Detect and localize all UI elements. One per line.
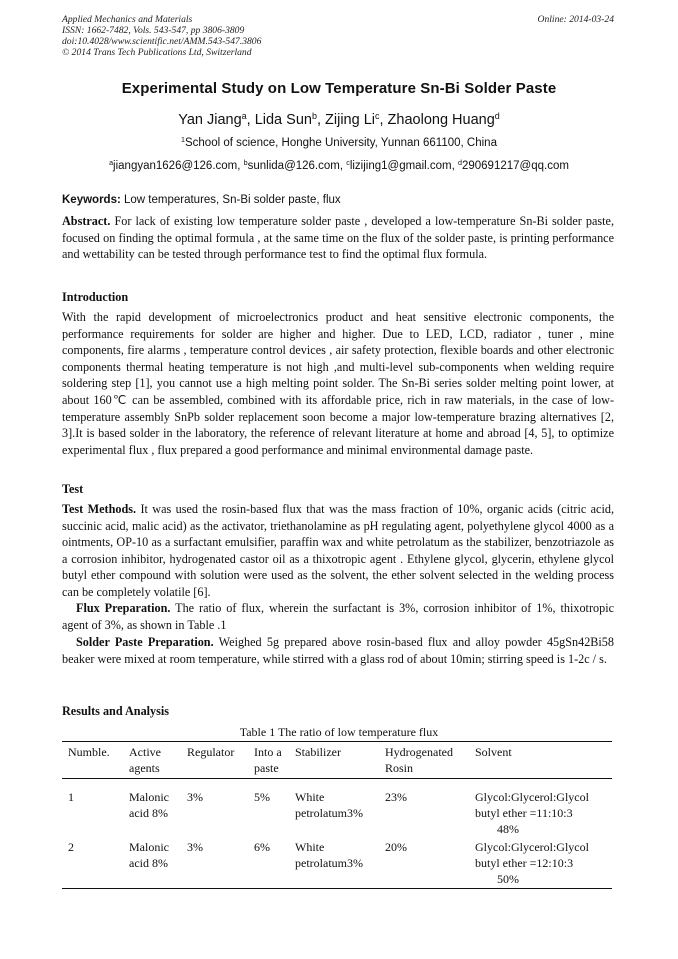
email-mark: a <box>109 159 114 168</box>
abstract-label: Abstract. <box>62 214 111 228</box>
solder-paste-label: Solder Paste Preparation. <box>76 635 214 649</box>
column-header: Numble. <box>62 742 123 779</box>
author-mark: b <box>311 111 317 122</box>
table-row <box>62 779 612 838</box>
email-mark: c <box>346 159 350 168</box>
table-cell: 2 <box>62 837 123 889</box>
table-cell: 6% <box>248 837 289 889</box>
table-cell: 20% <box>379 837 469 889</box>
table-caption: Table 1 The ratio of low temperature flux <box>239 725 439 739</box>
author-name: Zhaolong Huang <box>387 112 495 128</box>
email-address: lizijing1@gmail.com <box>349 160 452 172</box>
table-cell: Malonic acid 8% <box>123 837 181 889</box>
solvent-percent: 50% <box>497 872 519 886</box>
journal-header <box>62 14 261 58</box>
column-header: Solvent <box>469 742 612 779</box>
introduction-heading: Introduction <box>62 290 129 304</box>
column-header: Stabilizer <box>289 742 379 779</box>
table-cell: 3% <box>181 837 248 889</box>
table-cell: White petrolatum3% <box>289 837 379 889</box>
column-header: Into a paste <box>248 742 289 779</box>
table-cell <box>469 779 612 838</box>
author-name: Yan Jiang <box>178 112 242 128</box>
affiliation-text: School of science, Honghe University, Yunnan 661100, China <box>184 137 497 149</box>
email-address: jiangyan1626@126.com <box>113 160 238 172</box>
table-header-row <box>62 742 612 779</box>
column-header: Hydrogenated Rosin <box>379 742 469 779</box>
author-name: Lida Sun <box>254 112 312 128</box>
column-header: Regulator <box>181 742 248 779</box>
solder-paste-text: Weighed 5g prepared above rosin-based flux and alloy powder 45gSn42Bi58 beaker were mixed at room temperature, while stirred with a glass rod of about 10min; stirring speed is 1-2c / s. <box>62 635 614 666</box>
table-cell: 23% <box>385 790 407 804</box>
test-heading: Test <box>62 482 84 496</box>
table-cell <box>469 837 612 889</box>
copyright-line: © 2014 Trans Tech Publications Ltd, Switzerland <box>62 47 252 58</box>
table-row <box>62 837 612 889</box>
table-cell: White petrolatum3% <box>295 790 363 820</box>
table-cell: 3% <box>187 790 203 804</box>
solvent-percent: 48% <box>497 822 519 836</box>
author-mark: d <box>494 111 500 122</box>
results-heading: Results and Analysis <box>62 704 170 718</box>
solvent-ratio: Glycol:Glycerol:Glycol butyl ether =12:10:3 <box>475 840 589 870</box>
table-cell: 1 <box>68 790 74 804</box>
column-header: Active agents <box>123 742 181 779</box>
introduction-text: With the rapid development of microelectronics product and heat sensitive electronic components, the performance requirements for solder are higher and higher. Due to LED, LCD, radiator , tuner , mine components, fire alarms , temperature control devices , air safety protection, flexible boards and other electronic components thermal heating temperature is not high ,and multi-level sub-components when welding require soldering step [1], you cannot use a high melting point solder. The Sn-Bi series solder melting point lower, at about 160℃ can be assembled, combined with its affordable price, rich in raw materials, in the case of low-temperature assembly SnPb solder replacement soon become a major low-temperature brazing alternatives [2, 3].It is based solder in the laboratory, the reference of relevant literature at home and abroad [4, 5], to optimize experimental flux , flux prepared a good performance and minimal environmental damage paste. <box>62 310 614 457</box>
table-cell: Malonic acid 8% <box>129 790 169 820</box>
affiliation <box>0 137 678 149</box>
keywords-text: Low temperatures, Sn-Bi solder paste, flux <box>124 194 341 206</box>
email-address: 290691217@qq.com <box>461 160 569 172</box>
author-mark: a <box>241 111 247 122</box>
email-address: sunlida@126.com <box>247 160 340 172</box>
flux-preparation-label: Flux Preparation. <box>76 601 171 615</box>
keywords-label: Keywords: <box>62 194 121 206</box>
flux-ratio-table <box>62 741 612 889</box>
issn-line: ISSN: 1662-7482, Vols. 543-547, pp 3806-3809 <box>62 25 245 36</box>
test-methods-label: Test Methods. <box>62 502 137 516</box>
abstract-text: For lack of existing low temperature solder paste , developed a low-temperature Sn-Bi solder paste, focused on finding the optimal formula , at the same time on the flux of the solder paste, is printing performance and wettability can be tested through performance test to find the optimal flux formula. <box>62 214 614 262</box>
affiliation-mark: 1 <box>181 136 185 145</box>
test-methods-text: It was used the rosin-based flux that was the mass fraction of 10%, organic acids (citric acid, succinic acid, malic acid) as the activator, triethanolamine as pH regulating agent, polyethylene glycol 4000 as a ointments, OP-10 as a surfactant emulsifier, paraffin wax and white petrolatum as the stabilizer, benzotriazole as a corrosion inhibitor, hydrogenated castor oil as a thixotropic agent . Ethylene glycol, glycerin, ethylene glycol butyl ether compound with solution were used as the solvent, the ether solvent selected in the welding process can be completely volatile [6]. <box>62 502 614 599</box>
author-mark: c <box>374 111 380 122</box>
abstract <box>62 213 614 263</box>
email-mark: b <box>243 159 248 168</box>
online-date: Online: 2014-03-24 <box>537 14 614 25</box>
test-methods <box>62 501 614 601</box>
table-cell: 5% <box>254 790 270 804</box>
doi-line: doi:10.4028/www.scientific.net/AMM.543-547.3806 <box>62 36 262 47</box>
solder-paste-preparation <box>62 634 614 667</box>
keywords <box>62 194 614 206</box>
author-list: Yan Jiang$^a$, Lida Sun$^b$, Zijing Li$^c$, Zhaolong Huang$^d$ <box>178 111 500 128</box>
journal-name: Applied Mechanics and Materials <box>62 14 193 25</box>
solvent-ratio: Glycol:Glycerol:Glycol butyl ether =11:10:3 <box>475 790 589 820</box>
email-list: $^a$jiangyan1626@126.com, $^b$sunlida@126.com, $^c$lizijing1@gmail.com, $^d$290691217@qq.com <box>109 159 569 172</box>
paper-title: Experimental Study on Low Temperature Sn-Bi Solder Paste <box>121 80 557 97</box>
email-mark: d <box>458 159 462 168</box>
flux-preparation <box>62 600 614 633</box>
flux-preparation-text: The ratio of flux, wherein the surfactant is 3%, corrosion inhibitor of 1%, thixotropic agent of 3%, as shown in Table .1 <box>62 601 614 632</box>
author-name: Zijing Li <box>325 112 375 128</box>
